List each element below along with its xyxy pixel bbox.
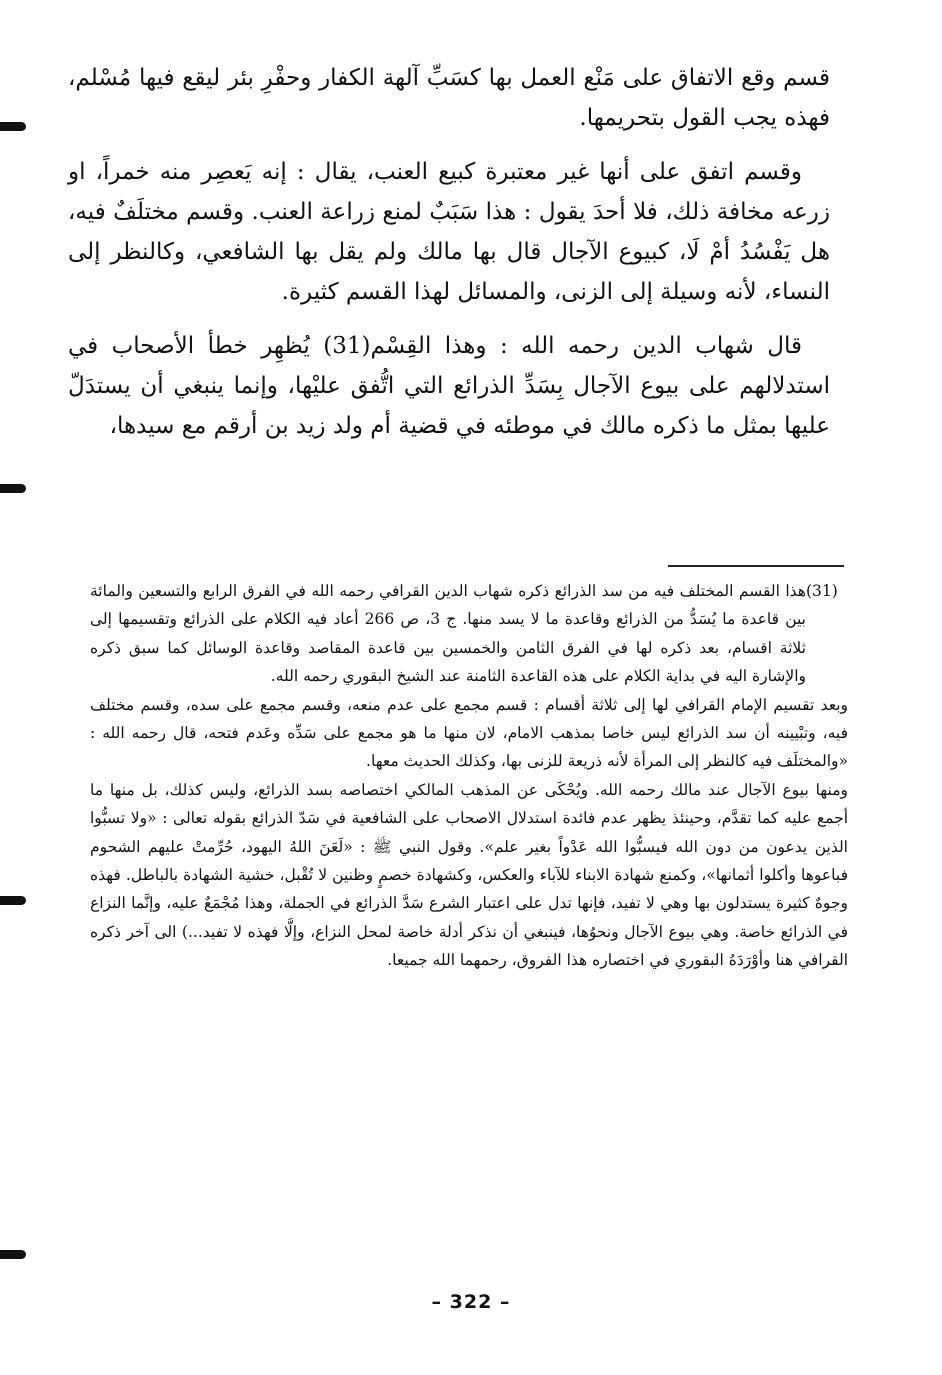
footnote-31 xyxy=(90,577,848,691)
footnote-number: (31) xyxy=(806,582,838,600)
footnote-paragraph-1: هذا القسم المختلف فيه من سد الذرائع ذكره شهاب الدين القرافي رحمه الله في الفرق الرابع والتسعين والمائة بين قاعدة ما يُسَدُّ من الذرائع وقاعدة ما لا يسد منها. ج 3، ص 266 أعاد فيه الكلام على الذرائع وتقسيمها إلى ثلاثة اقسام، بعد ذكره لها في الفرق الثامن والخمسين بين قاعدة المقاصد وقاعدة الوسائل كما سبق ذكره والإشارة اليه في بداية الكلام على هذه القاعدة الثامنة عند الشيخ البقوري رحمه الله. xyxy=(90,582,806,686)
main-paragraph-3: قال شهاب الدين رحمه الله : وهذا القِسْم(31) يُظهِر خطأ الأصحاب في استدلالهم على بيوع الآجال بِسَدِّ الذرائع التي اتُّفق عليْها، وإنما ينبغي أن يستدَلّ عليها بمثل ما ذكره مالك في موطئه في قضية أم ولد زيد بن أرقم مع سيدها، xyxy=(68,333,830,439)
main-paragraph-2: وقسم اتفق على أنها غير معتبرة كبيع العنب، يقال : إنه يَعصِر منه خمراً، او زرعه مخافة ذلك، فلا أحدَ يقول : هذا سَبَبٌ لمنع زراعة العنب. وقسم مختلَفٌ فيه، هل يَفْسُدُ أمْ لَا، كبيوع الآجال قال بها مالك ولم يقل بها الشافعي، وكالنظر إلى النساء، لأنه وسيلة إلى الزنى، والمسائل لهذا القسم كثيرة. xyxy=(68,159,830,305)
footnote-separator-line xyxy=(668,565,844,567)
footnote-paragraph-2: وبعد تقسيم الإمام القرافي لها إلى ثلاثة أقسام : قسم مجمع على عدم منعه، وقسم مجمع على سده، وقسم مختلف فيه، وتبْيينه أن سد الذرائع ليس خاصا بمذهب الامام، لان منها ما هو مجمع على سَدِّه وعَدم فتحه، قال رحمه الله : «والمختلَف فيه كالنظر إلى المرأة لأنه ذريعة للزنى بها، وكذلك الحديث معها. xyxy=(90,695,848,771)
binding-mark-2 xyxy=(0,484,26,493)
page-number: – 322 – xyxy=(431,1291,511,1313)
main-paragraph-1: قسم وقع الاتفاق على مَنْع العمل بها كسَبِّ آلهة الكفار وحفْرِ بئر ليقع فيها مُسْلم، فهذه يجب القول بتحريمها. xyxy=(68,65,830,131)
binding-mark-3 xyxy=(0,896,26,905)
binding-mark-1 xyxy=(0,122,26,131)
footnotes-section xyxy=(90,577,848,975)
main-text-body xyxy=(68,58,830,460)
binding-mark-4 xyxy=(0,1250,26,1259)
footnote-paragraph-3: ومنها بيوع الآجال عند مالك رحمه الله. ويُحْكَى عن المذهب المالكي اختصاصه بسد الذرائع، وليس كذلك، بل منها ما أجمع عليه كما تقدَّم، وحينئذ يظهر عدم فائدة استدلال الاصحاب على الشافعية في سَدّ الذرائع بقوله تعالى : «ولا تسبُّوا الذين يدعون من دون الله فيسبُّوا الله عَدْواً بغير علم». وقول النبي ﷺ : «لَعَنَ اللهُ اليهود، حُرِّمتْ عليهم الشحوم فباعوها وأكلوا أثمانها»، وكمنع شهادة الابناء للآباء والعكس، وكشهادة خصمٍ وظنين لا تُقْبل، خشية الشهادة بالباطل. فهذه وجوهٌ كثيرة يستدلون بها وهي لا تفيد، فإنها تدل على اعتبار الشرع سَدَّ الذرائع في الجملة، وهذا مُجْمَعٌ عليه، وإنَّما النزاع في الذرائع خاصة. وهي بيوع الآجال ونحوُها، فينبغي أن نذكر أدلة خاصة لمحل النزاع، وإلَّا فهذه لا تفيد...) الى آخر ذكره القرافي هنا وأوْرَدَهُ البقوري في اختصاره هذا الفروق، رحمهما الله جميعا. xyxy=(90,780,848,970)
